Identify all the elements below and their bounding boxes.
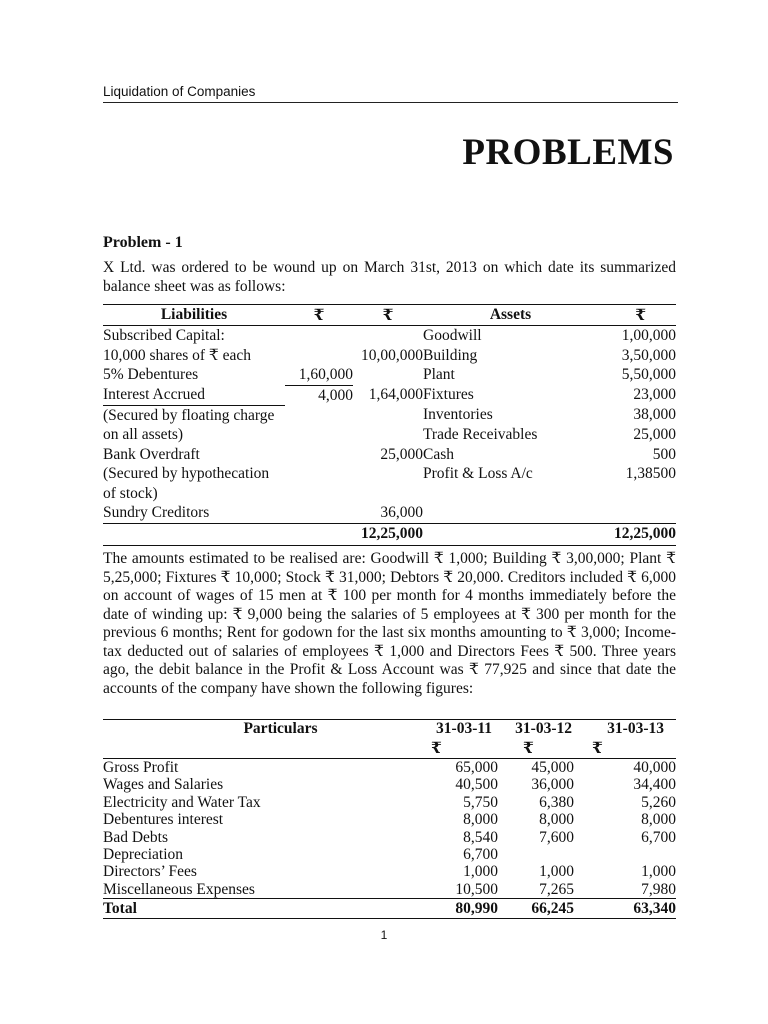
liability-cell: 5% Debentures: [103, 366, 199, 384]
table-row: [103, 464, 676, 484]
value-cell: 36,000: [531, 776, 574, 794]
liability-cell: 10,000 shares of ₹ each: [103, 346, 252, 364]
value-cell: 8,000: [539, 811, 574, 829]
running-header: Liquidation of Companies: [103, 84, 256, 99]
value-cell: 7,980: [641, 880, 676, 898]
rupee-header: ₹: [498, 738, 574, 759]
balance-sheet-header-row: [103, 305, 676, 326]
year-header: 31-03-13: [574, 720, 676, 739]
value-cell: 45,000: [531, 759, 574, 776]
pl-header-row: [103, 720, 676, 739]
amount-cell: [285, 405, 353, 425]
amount-cell: [353, 464, 423, 484]
amount-cell: [285, 326, 353, 346]
asset-cell: Inventories: [423, 406, 493, 424]
rupee-header: ₹: [598, 305, 676, 326]
table-row: [103, 759, 676, 777]
amount-cell: [285, 464, 353, 484]
liability-cell: Interest Accrued: [103, 386, 205, 403]
header-rule: [103, 102, 678, 103]
asset-cell: Goodwill: [423, 327, 482, 344]
particular-cell: Depreciation: [103, 846, 184, 864]
amount-cell: [285, 425, 353, 445]
asset-amount-cell: 3,50,000: [621, 346, 676, 364]
amount-cell: [285, 445, 353, 465]
amount-cell: [353, 484, 423, 504]
total-value: 63,340: [574, 899, 676, 919]
page-title: PROBLEMS: [462, 132, 674, 173]
value-cell: 7,600: [539, 828, 574, 846]
total-assets: 12,25,000: [598, 523, 676, 545]
liability-cell: of stock): [103, 484, 158, 502]
problem-intro: X Ltd. was ordered to be wound up on March 31st, 2013 on which date its summarized balance sheet was as follows:: [103, 259, 676, 295]
liability-cell: (Secured by floating charge: [103, 405, 285, 425]
profit-loss-table: [103, 719, 676, 919]
total-value: 66,245: [498, 899, 574, 919]
asset-amount-cell: 23,000: [633, 386, 676, 404]
value-cell: 5,750: [463, 793, 498, 811]
particulars-header: Particulars: [103, 720, 403, 739]
value-cell: 65,000: [455, 759, 498, 776]
table-row: [103, 503, 676, 523]
total-liabilities: 12,25,000: [353, 523, 423, 545]
balance-sheet-table: [103, 304, 676, 546]
value-cell: 1,000: [539, 863, 574, 881]
year-header: 31-03-12: [498, 720, 574, 739]
value-cell: 1,000: [463, 863, 498, 881]
table-row: [103, 326, 676, 346]
amount-cell: 25,000: [380, 445, 423, 463]
value-cell: 8,000: [463, 811, 498, 829]
balance-sheet-total-row: [103, 523, 676, 545]
liability-cell: Sundry Creditors: [103, 504, 210, 521]
particular-cell: Miscellaneous Expenses: [103, 880, 255, 898]
amount-cell: [285, 503, 353, 523]
rupee-header: ₹: [353, 305, 423, 326]
particular-cell: Wages and Salaries: [103, 776, 224, 794]
particular-cell: Debentures interest: [103, 811, 224, 829]
particular-cell: Gross Profit: [103, 759, 179, 776]
table-row: [103, 484, 676, 504]
value-cell: 7,265: [539, 880, 574, 898]
table-row: [103, 365, 676, 385]
asset-cell: Building: [423, 346, 478, 364]
value-cell: 8,540: [463, 828, 498, 846]
table-row: [103, 863, 676, 880]
year-header: 31-03-11: [403, 720, 498, 739]
asset-cell: Cash: [423, 445, 454, 463]
value-cell: 6,700: [463, 846, 498, 864]
amount-cell: [353, 365, 423, 385]
table-row: [103, 811, 676, 828]
liability-cell: on all assets): [103, 426, 184, 443]
amount-cell: [353, 405, 423, 425]
liability-cell: Bank Overdraft: [103, 445, 200, 463]
page-number: 1: [380, 928, 388, 942]
table-row: [103, 405, 676, 425]
value-cell: 10,500: [455, 880, 498, 898]
amount-cell: [285, 346, 353, 366]
particular-cell: Bad Debts: [103, 828, 169, 846]
asset-amount-cell: 1,38500: [625, 465, 676, 482]
estimates-paragraph: The amounts estimated to be realised are: Goodwill ₹ 1,000; Building ₹ 3,00,000; Plant ₹ 5,25,000; Fixtures ₹ 10,000; Stock ₹ 31,000; Debtors ₹ 20,000. Creditors included ₹ 6,000 on account of wages of 15 men at ₹ 100 per month for 4 months immediately before the date of winding up: ₹ 9,000 being the salaries of 5 employees at ₹ 300 per month for the previous 6 months; Rent for godown for the last six months amounting to ₹ 3,000; Income-tax deducted out of salaries of employees ₹ 1,000 and Directors Fees ₹ 500. Three years ago, the debit balance in the Profit & Loss Account was ₹ 77,925 and since that date the accounts of the company have shown the following figures:: [103, 550, 676, 697]
asset-cell: Fixtures: [423, 386, 474, 404]
table-row: [103, 829, 676, 846]
table-row: [103, 776, 676, 793]
rupee-header: ₹: [574, 738, 676, 759]
asset-amount-cell: 500: [652, 445, 676, 463]
table-row: [103, 445, 676, 465]
asset-cell: [423, 503, 598, 523]
value-cell: 8,000: [641, 811, 676, 829]
asset-amount-cell: 5,50,000: [621, 366, 676, 384]
value-cell: 6,380: [539, 793, 574, 811]
amount-cell: [353, 425, 423, 445]
table-row: [103, 425, 676, 445]
value-cell: [574, 846, 676, 863]
value-cell: 40,500: [455, 776, 498, 794]
pl-rupee-row: [103, 738, 676, 759]
asset-amount-cell: 38,000: [633, 406, 676, 424]
asset-cell: Plant: [423, 366, 455, 384]
problem-label: Problem - 1: [103, 234, 183, 251]
table-row: [103, 794, 676, 811]
liability-cell: (Secured by hypothecation: [103, 465, 270, 482]
table-row: [103, 846, 676, 863]
particular-cell: Directors’ Fees: [103, 863, 197, 881]
asset-amount-cell: 25,000: [633, 426, 676, 443]
amount-cell: [285, 484, 353, 504]
table-row: [103, 346, 676, 366]
asset-cell: Profit & Loss A/c: [423, 465, 533, 482]
total-label: Total: [103, 899, 403, 919]
value-cell: 40,000: [633, 759, 676, 776]
total-value: 80,990: [403, 899, 498, 919]
asset-amount-cell: [598, 484, 676, 504]
amount-cell: 10,00,000: [361, 346, 423, 364]
amount-cell: 1,64,000: [368, 386, 423, 404]
value-cell: 6,700: [641, 828, 676, 846]
amount-cell: 4,000: [285, 385, 353, 405]
liabilities-header: Liabilities: [103, 305, 285, 326]
value-cell: 5,260: [641, 793, 676, 811]
amount-cell: 36,000: [380, 504, 423, 521]
table-row: [103, 881, 676, 899]
liability-cell: Subscribed Capital:: [103, 327, 225, 344]
asset-amount-cell: 1,00,000: [621, 327, 676, 344]
rupee-header: ₹: [285, 305, 353, 326]
amount-cell: 1,60,000: [298, 366, 353, 383]
rupee-header: ₹: [403, 738, 498, 759]
assets-header: Assets: [423, 305, 598, 326]
asset-cell: Trade Receivables: [423, 426, 538, 443]
asset-amount-cell: [598, 503, 676, 523]
table-row: [103, 385, 676, 405]
value-cell: [498, 846, 574, 863]
pl-total-row: [103, 899, 676, 919]
amount-cell: [353, 326, 423, 346]
asset-cell: [423, 484, 598, 504]
value-cell: 1,000: [641, 863, 676, 881]
particular-cell: Electricity and Water Tax: [103, 793, 261, 811]
value-cell: 34,400: [633, 776, 676, 794]
